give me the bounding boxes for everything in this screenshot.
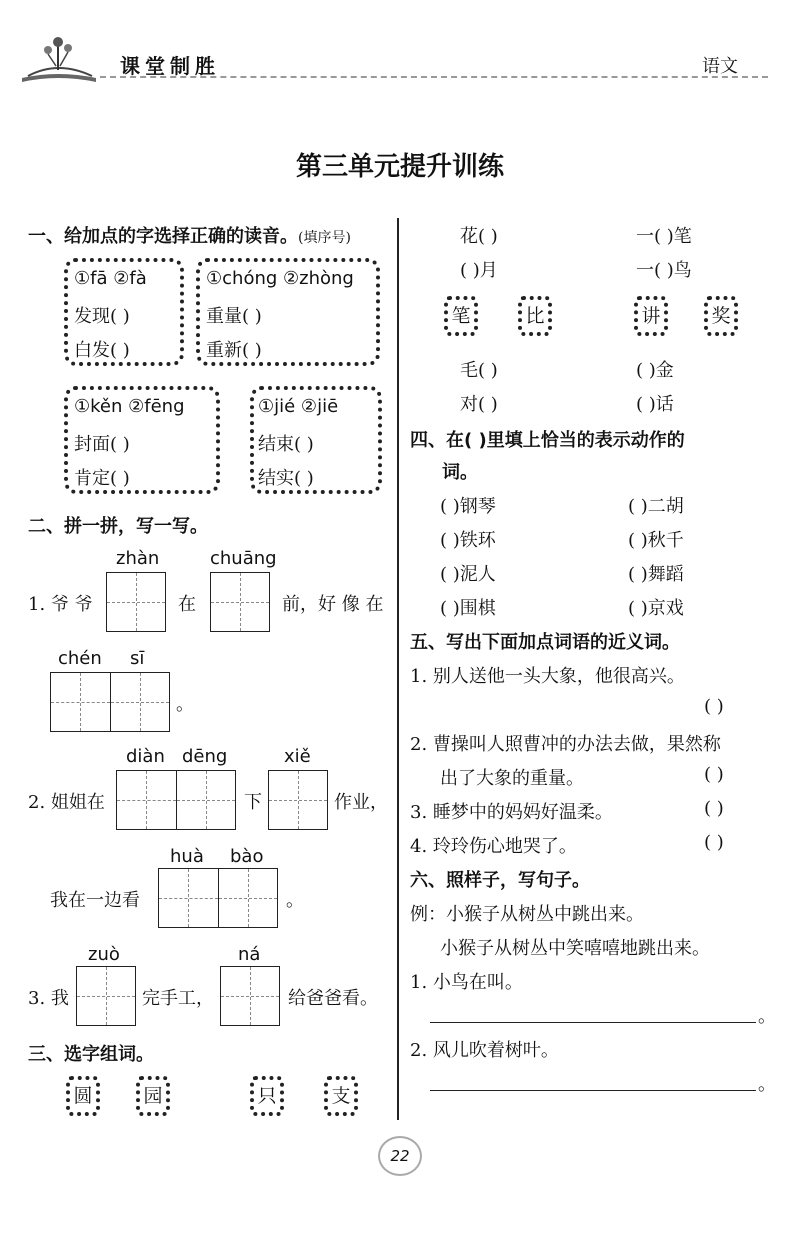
writing-grid-chuang[interactable]	[210, 572, 270, 632]
s4-left-1: ( )钢琴	[440, 496, 496, 517]
writing-grid-chensi[interactable]	[50, 672, 170, 732]
pinyin-xie: xiě	[284, 746, 311, 767]
section6-heading: 六、照样子，写句子。	[410, 870, 590, 891]
section3-heading: 三、选字组词。	[28, 1044, 154, 1065]
pinyin-zuo: zuò	[88, 944, 120, 965]
book-flower-logo	[18, 30, 100, 84]
s3-r1-a: 花( )	[460, 226, 498, 247]
box2-options: ①chóng ②zhòng	[206, 268, 354, 289]
s5-q2-line2: 出了大象的重量。	[440, 768, 584, 789]
column-divider	[397, 218, 399, 1120]
answer-line-2[interactable]	[430, 1090, 756, 1091]
box3-options: ①kěn ②fēng	[74, 396, 185, 417]
page-title: 第三单元提升训练	[295, 152, 504, 182]
s5-q3: 3. 睡梦中的妈妈好温柔。	[410, 802, 613, 823]
q2-part4: 我在一边看	[50, 890, 140, 911]
header-title: 课堂制胜	[120, 54, 220, 78]
s3-r2-a: 一( )笔	[636, 226, 692, 247]
q1-part1: 1. 爷 爷	[28, 594, 93, 615]
s4-right-1: ( )二胡	[628, 496, 684, 517]
pinyin-na: ná	[238, 944, 261, 965]
header-subject: 语文	[702, 56, 738, 77]
q1-part3: 前，好 像 在	[282, 594, 384, 615]
char-bi-pen: 笔	[444, 296, 478, 336]
box3-word2: 肯定( )	[74, 468, 130, 489]
q3-part1: 3. 我	[28, 988, 69, 1009]
box1-word1: 发现( )	[74, 306, 130, 327]
box1-word2: 白发( )	[74, 340, 130, 361]
writing-grid-na[interactable]	[220, 966, 280, 1026]
section1-heading: 一、给加点的字选择正确的读音。(填序号)	[28, 226, 351, 247]
char-jiang-award: 奖	[704, 296, 738, 336]
writing-grid-diandeng[interactable]	[116, 770, 236, 830]
pinyin-chen: chén	[58, 648, 102, 669]
s5-q2-line1: 2. 曹操叫人照曹冲的办法去做，果然称	[410, 734, 721, 755]
s3-r1-b: ( )月	[460, 260, 498, 281]
s5-a3: ( )	[704, 798, 724, 819]
s3-r4-a: ( )金	[636, 360, 674, 381]
pinyin-dian: diàn	[126, 746, 165, 767]
s3-r4-b: ( )话	[636, 394, 674, 415]
s6-q1: 1. 小鸟在叫。	[410, 972, 523, 993]
box4-options: ①jié ②jiē	[258, 396, 339, 417]
section2-heading: 二、拼一拼，写一写。	[28, 516, 208, 537]
s5-q1: 1. 别人送他一头大象，他很高兴。	[410, 666, 685, 687]
s4-right-2: ( )秋千	[628, 530, 684, 551]
box4-word1: 结束( )	[258, 434, 314, 455]
char-jiang-speak: 讲	[634, 296, 668, 336]
q1-part2: 在	[178, 594, 196, 615]
q2-part3: 作业，	[334, 792, 388, 813]
box2-word2: 重新( )	[206, 340, 262, 361]
s4-right-4: ( )京戏	[628, 598, 684, 619]
s3-r3-a: 毛( )	[460, 360, 498, 381]
char-zhi-branch: 支	[324, 1076, 358, 1116]
section4-heading-line1: 四、在( )里填上恰当的表示动作的	[410, 430, 685, 451]
q1-end: 。	[176, 694, 194, 715]
char-yuan-garden: 园	[136, 1076, 170, 1116]
s3-r2-b: 一( )鸟	[636, 260, 692, 281]
writing-grid-xie[interactable]	[268, 770, 328, 830]
s5-a1: ( )	[704, 696, 724, 717]
writing-grid-zhan[interactable]	[106, 572, 166, 632]
section4-heading-line2: 词。	[442, 462, 478, 483]
s6-q2: 2. 风儿吹着树叶。	[410, 1040, 559, 1061]
writing-grid-zuo[interactable]	[76, 966, 136, 1026]
answer-line-1-end: 。	[758, 1006, 776, 1027]
s4-left-2: ( )铁环	[440, 530, 496, 551]
q2-part2: 下	[244, 792, 262, 813]
s5-a2: ( )	[704, 764, 724, 785]
writing-grid-huabao[interactable]	[158, 868, 278, 928]
char-zhi-only: 只	[250, 1076, 284, 1116]
q3-part2: 完手工，	[142, 988, 214, 1009]
s4-left-3: ( )泥人	[440, 564, 496, 585]
pinyin-si: sī	[130, 648, 145, 669]
box4-word2: 结实( )	[258, 468, 314, 489]
q2-end: 。	[286, 890, 304, 911]
section5-heading: 五、写出下面加点词语的近义词。	[410, 632, 680, 653]
char-bi-compare: 比	[518, 296, 552, 336]
page-number: 22	[378, 1136, 422, 1176]
box3-word1: 封面( )	[74, 434, 130, 455]
box2-word1: 重量( )	[206, 306, 262, 327]
answer-line-1[interactable]	[430, 1022, 756, 1023]
s5-q4: 4. 玲玲伤心地哭了。	[410, 836, 577, 857]
q3-part3: 给爸爸看。	[288, 988, 378, 1009]
char-yuan-round: 圆	[66, 1076, 100, 1116]
s5-a4: ( )	[704, 832, 724, 853]
box1-options: ①fā ②fà	[74, 268, 147, 289]
s3-r3-b: 对( )	[460, 394, 498, 415]
pinyin-hua: huà	[170, 846, 204, 867]
s4-right-3: ( )舞蹈	[628, 564, 684, 585]
pinyin-zhan: zhàn	[116, 548, 160, 569]
s4-left-4: ( )围棋	[440, 598, 496, 619]
pinyin-deng: dēng	[182, 746, 228, 767]
answer-line-2-end: 。	[758, 1074, 776, 1095]
pinyin-chuang: chuāng	[210, 548, 277, 569]
s6-example-1: 例：小猴子从树丛中跳出来。	[410, 904, 644, 925]
pinyin-bao: bào	[230, 846, 264, 867]
q2-part1: 2. 姐姐在	[28, 792, 105, 813]
header-divider	[100, 76, 768, 78]
s6-example-2: 小猴子从树丛中笑嘻嘻地跳出来。	[440, 938, 710, 959]
